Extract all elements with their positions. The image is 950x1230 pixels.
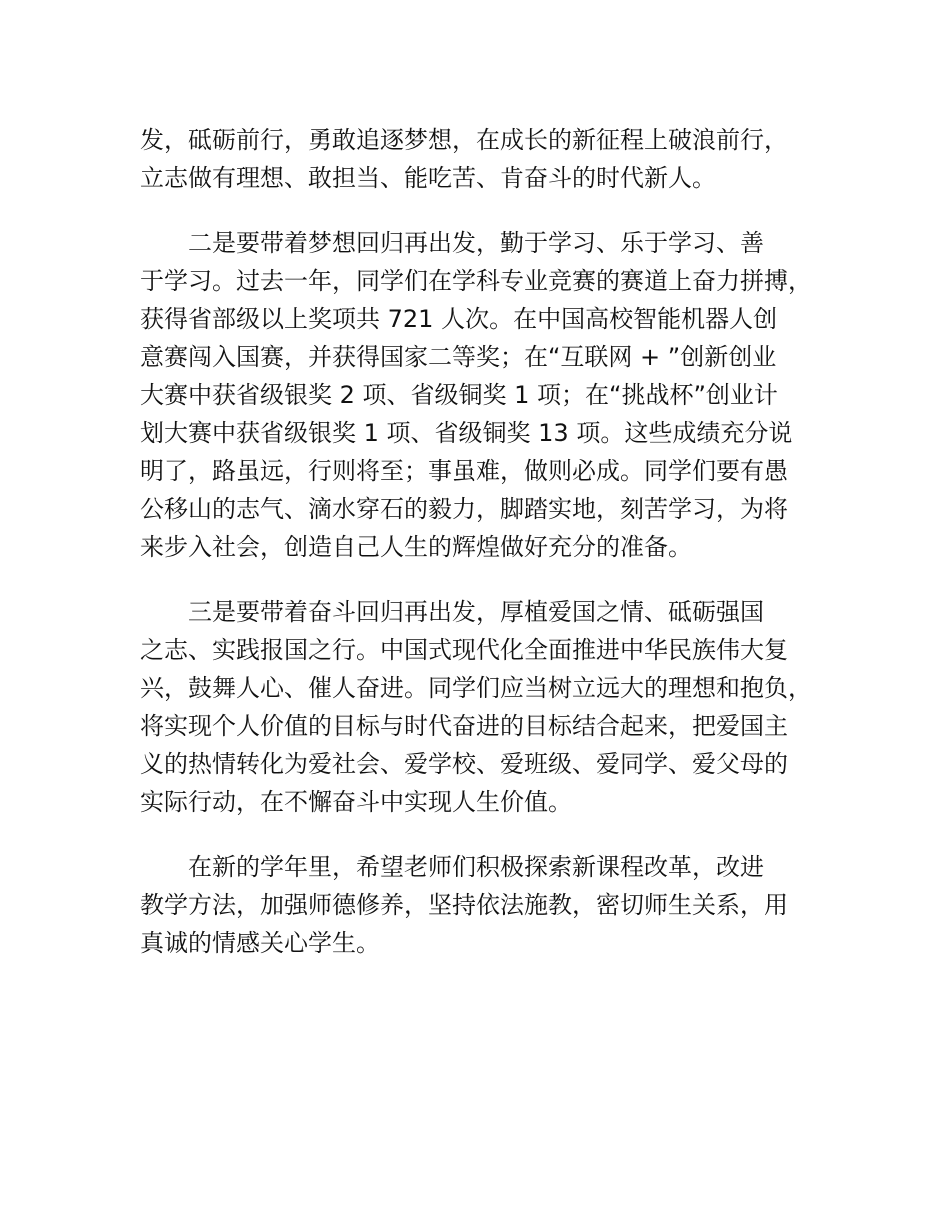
text-line: 兴，鼓舞人心、催人奋进。同学们应当树立远大的理想和抱负， [140, 674, 812, 702]
text-line: 大赛中获省级银奖 2 项、省级铜奖 1 项；在“挑战杯”创业计 [140, 381, 778, 409]
paragraph-struggle [140, 593, 840, 821]
text-line: 真诚的情感关心学生。 [140, 929, 380, 957]
text-line: 公移山的志气、滴水穿石的毅力，脚踏实地，刻苦学习，为将 [140, 495, 788, 523]
text-line: 义的热情转化为爱社会、爱学校、爱班级、爱同学、爱父母的 [140, 750, 788, 778]
text-line: 意赛闯入国赛，并获得国家二等奖；在“互联网 + ”创新创业 [140, 343, 777, 371]
text-line: 实际行动，在不懈奋斗中实现人生价值。 [140, 788, 572, 816]
document-page [140, 121, 840, 989]
text-line: 获得省部级以上奖项共 721 人次。在中国高校智能机器人创 [140, 305, 778, 333]
text-line: 之志、实践报国之行。中国式现代化全面推进中华民族伟大复 [140, 636, 788, 664]
text-line: 三是要带着奋斗回归再出发，厚植爱国之情、砥砺强国 [140, 598, 764, 626]
text-line: 发，砥砺前行，勇敢追逐梦想，在成长的新征程上破浪前行， [140, 126, 788, 154]
text-line: 二是要带着梦想回归再出发，勤于学习、乐于学习、善 [140, 229, 764, 257]
text-line: 明了，路虽远，行则将至；事虽难，做则必成。同学们要有愚 [140, 457, 788, 485]
text-line: 于学习。过去一年，同学们在学科专业竞赛的赛道上奋力拼搏， [140, 267, 812, 295]
text-line: 来步入社会，创造自己人生的辉煌做好充分的准备。 [140, 533, 692, 561]
paragraph-teachers [140, 848, 840, 962]
text-line: 立志做有理想、敢担当、能吃苦、肯奋斗的时代新人。 [140, 164, 716, 192]
text-line: 划大赛中获省级银奖 1 项、省级铜奖 13 项。这些成绩充分说 [140, 419, 793, 447]
text-line: 教学方法，加强师德修养，坚持依法施教，密切师生关系，用 [140, 891, 788, 919]
paragraph-dream [140, 224, 840, 566]
paragraph-continuation [140, 121, 840, 197]
text-line: 在新的学年里，希望老师们积极探索新课程改革，改进 [140, 853, 764, 881]
text-line: 将实现个人价值的目标与时代奋进的目标结合起来，把爱国主 [140, 712, 788, 740]
